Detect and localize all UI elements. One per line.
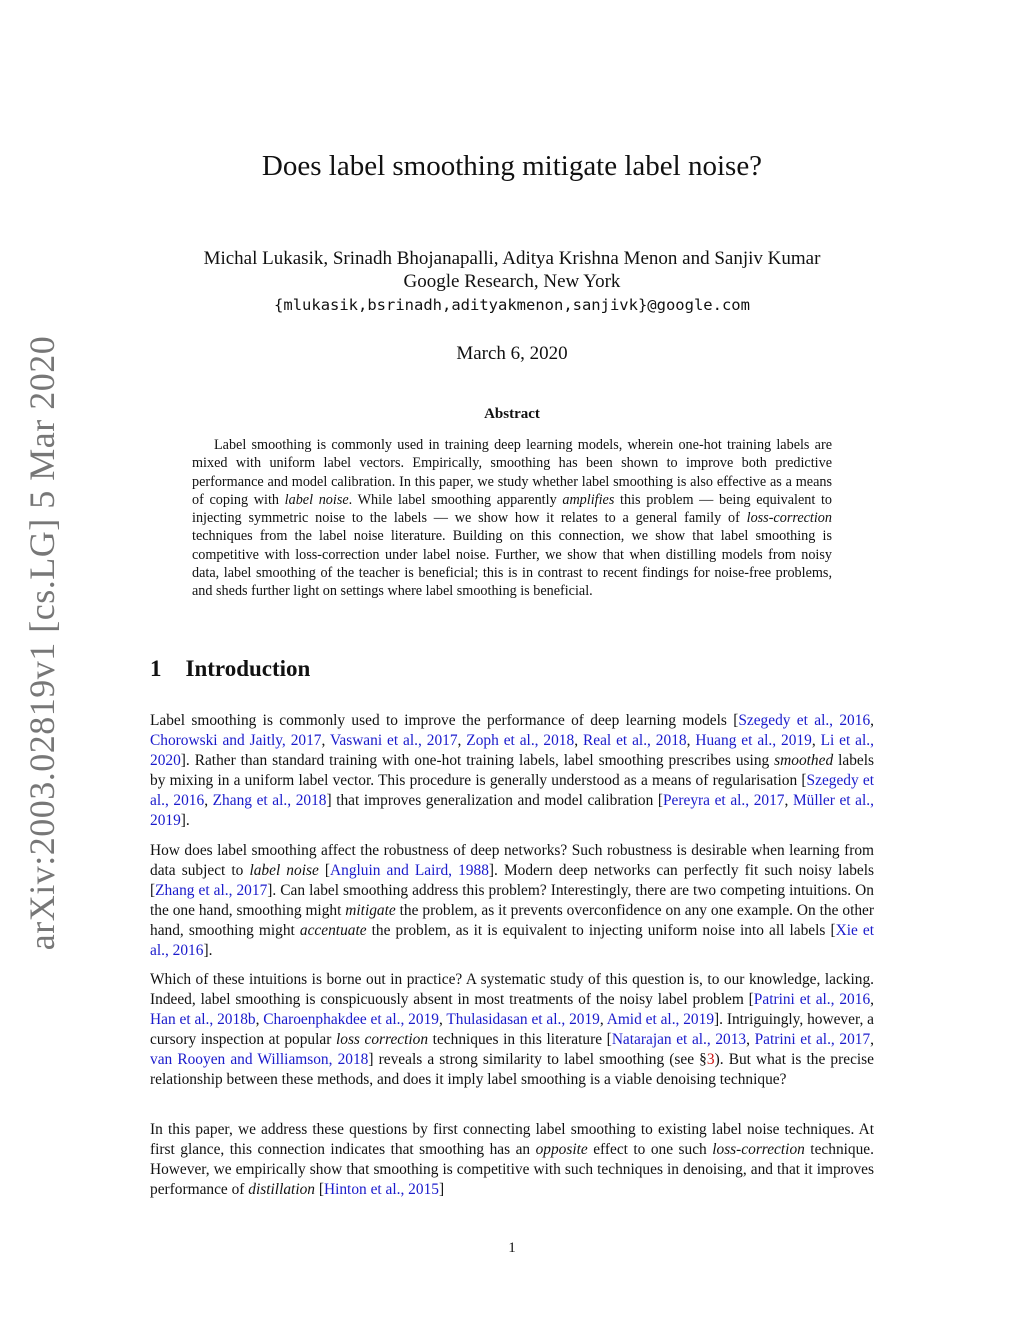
section-title: Introduction [185,656,311,681]
citation-link[interactable]: Zoph et al., 2018 [466,732,575,749]
citation-link[interactable]: Müller et al., 2019 [150,792,874,829]
citation-link[interactable]: Li et al., 2020 [150,732,874,769]
arxiv-side-stamp [12,335,72,950]
citation-link[interactable]: Angluin and Laird, 1988 [330,862,489,879]
abstract-heading: Abstract [484,406,540,422]
affiliation: Google Research, New York [403,271,621,292]
author-emails: {mlukasik,bsrinadh,adityakmenon,sanjivk}@google.com [274,296,750,314]
section-number: 1 [150,656,162,681]
citation-link[interactable]: Charoenphakdee et al., 2019 [263,1011,439,1028]
citation-link[interactable]: Chorowski and Jaitly, 2017 [150,732,322,749]
citation-link[interactable]: Hinton et al., 2015 [323,1181,439,1198]
citation-link[interactable]: Huang et al., 2019 [695,732,812,749]
citation-link[interactable]: Patrini et al., 2016 [753,991,871,1008]
citation-link[interactable]: Han et al., 2018b [150,1011,256,1028]
citation-link[interactable]: Thulasidasan et al., 2019 [446,1011,600,1028]
page-number: 1 [508,1240,516,1256]
citation-link[interactable]: van Rooyen and Williamson, 2018 [150,1051,369,1068]
abstract-body: Label smoothing is commonly used in training deep learning models, wherein one-hot training labels are mixed with uniform label vectors. Empirically, smoothing has been shown to improve both predictive performance and model calibration. In this paper, we study whether label smoothing is also effective as a means of coping with label noise. While label smoothing apparently amplifies this problem — being equivalent to injecting symmetric noise to the labels — we show how it relates to a general family of loss-correction techniques from the label noise literature. Building on this connection, we show that label smoothing is competitive with loss-correction under label noise. Further, we show that when distilling models from noisy data, label smoothing of the teacher is beneficial; this is in contrast to recent findings for noise-free problems, and sheds further light on settings where label smoothing is beneficial. [192,437,833,600]
citation-link[interactable]: Zhang et al., 2018 [212,792,327,809]
citation-link[interactable]: Amid et al., 2019 [606,1011,715,1028]
arxiv-id: arXiv:2003.02819v1 [cs.LG] 5 Mar 2020 [22,335,62,950]
citation-link[interactable]: Zhang et al., 2017 [155,882,268,899]
citation-link[interactable]: Pereyra et al., 2017 [663,792,785,809]
citation-link[interactable]: Xie et al., 2016 [150,922,874,959]
paper-date: March 6, 2020 [456,343,568,364]
intro-paragraph-3: Which of these intuitions is borne out in practice? A systematic study of this question is, to our knowledge, lacking. Indeed, label smoothing is conspicuously absent in most treatments of the noisy label problem [Patrini et al., 2016, Han et al., 2018b, Charoenphakdee et al., 2019, Thulasidasan et al., 2019, Amid et al., 2019]. Intriguingly, however, a cursory inspection at popular loss correction techniques in this literature [Natarajan et al., 2013, Patrini et al., 2017, van Rooyen and Williamson, 2018] reveals a strong similarity to label smoothing (see §3). But what is the precise relationship between these methods, and does it imply label smoothing is a viable denoising technique? [150,971,875,1088]
citation-link[interactable]: Szegedy et al., 2016 [150,772,875,809]
citation-link[interactable]: Patrini et al., 2017 [754,1031,871,1048]
intro-paragraph-4: In this paper, we address these questions by first connecting label smoothing to existing label noise techniques. At first glance, this connection indicates that smoothing has an opposite effect to one such loss-correction technique. However, we empirically show that smoothing is competitive with such techniques in denoising, and that it improves performance of distillation [Hinton et al., 2015] [150,1121,874,1198]
section-heading-introduction [150,656,310,682]
paper-title: Does label smoothing mitigate label noise? [261,150,763,182]
citation-link[interactable]: Vaswani et al., 2017 [329,732,458,749]
author-list: Michal Lukasik, Srinadh Bhojanapalli, Aditya Krishna Menon and Sanjiv Kumar [203,248,821,269]
citation-link[interactable]: Real et al., 2018 [582,732,687,749]
intro-paragraph-1: Label smoothing is commonly used to improve the performance of deep learning models [Szegedy et al., 2016, Chorowski and Jaitly, 2017, Vaswani et al., 2017, Zoph et al., 2018, Real et al., 2018, Huang et al., 2019, Li et al., 2020]. Rather than standard training with one-hot training labels, label smoothing prescribes using smoothed labels by mixing in a uniform label vector. This procedure is generally understood as a means of regularisation [Szegedy et al., 2016, Zhang et al., 2018] that improves generalization and model calibration [Pereyra et al., 2017, Müller et al., 2019]. [150,712,875,829]
citation-link[interactable]: Natarajan et al., 2013 [611,1031,747,1048]
section-ref-link[interactable]: 3 [706,1051,715,1068]
citation-link[interactable]: Szegedy et al., 2016 [738,712,871,729]
intro-paragraph-2: How does label smoothing affect the robustness of deep networks? Such robustness is desirable when learning from data subject to label noise [Angluin and Laird, 1988]. Modern deep networks can perfectly fit such noisy labels [Zhang et al., 2017]. Can label smoothing address this problem? Interestingly, there are two competing intuitions. On the one hand, smoothing might mitigate the problem, as it prevents overconfidence on any one example. On the other hand, smoothing might accentuate the problem, as it is equivalent to injecting uniform noise into all labels [Xie et al., 2016]. [150,842,874,959]
